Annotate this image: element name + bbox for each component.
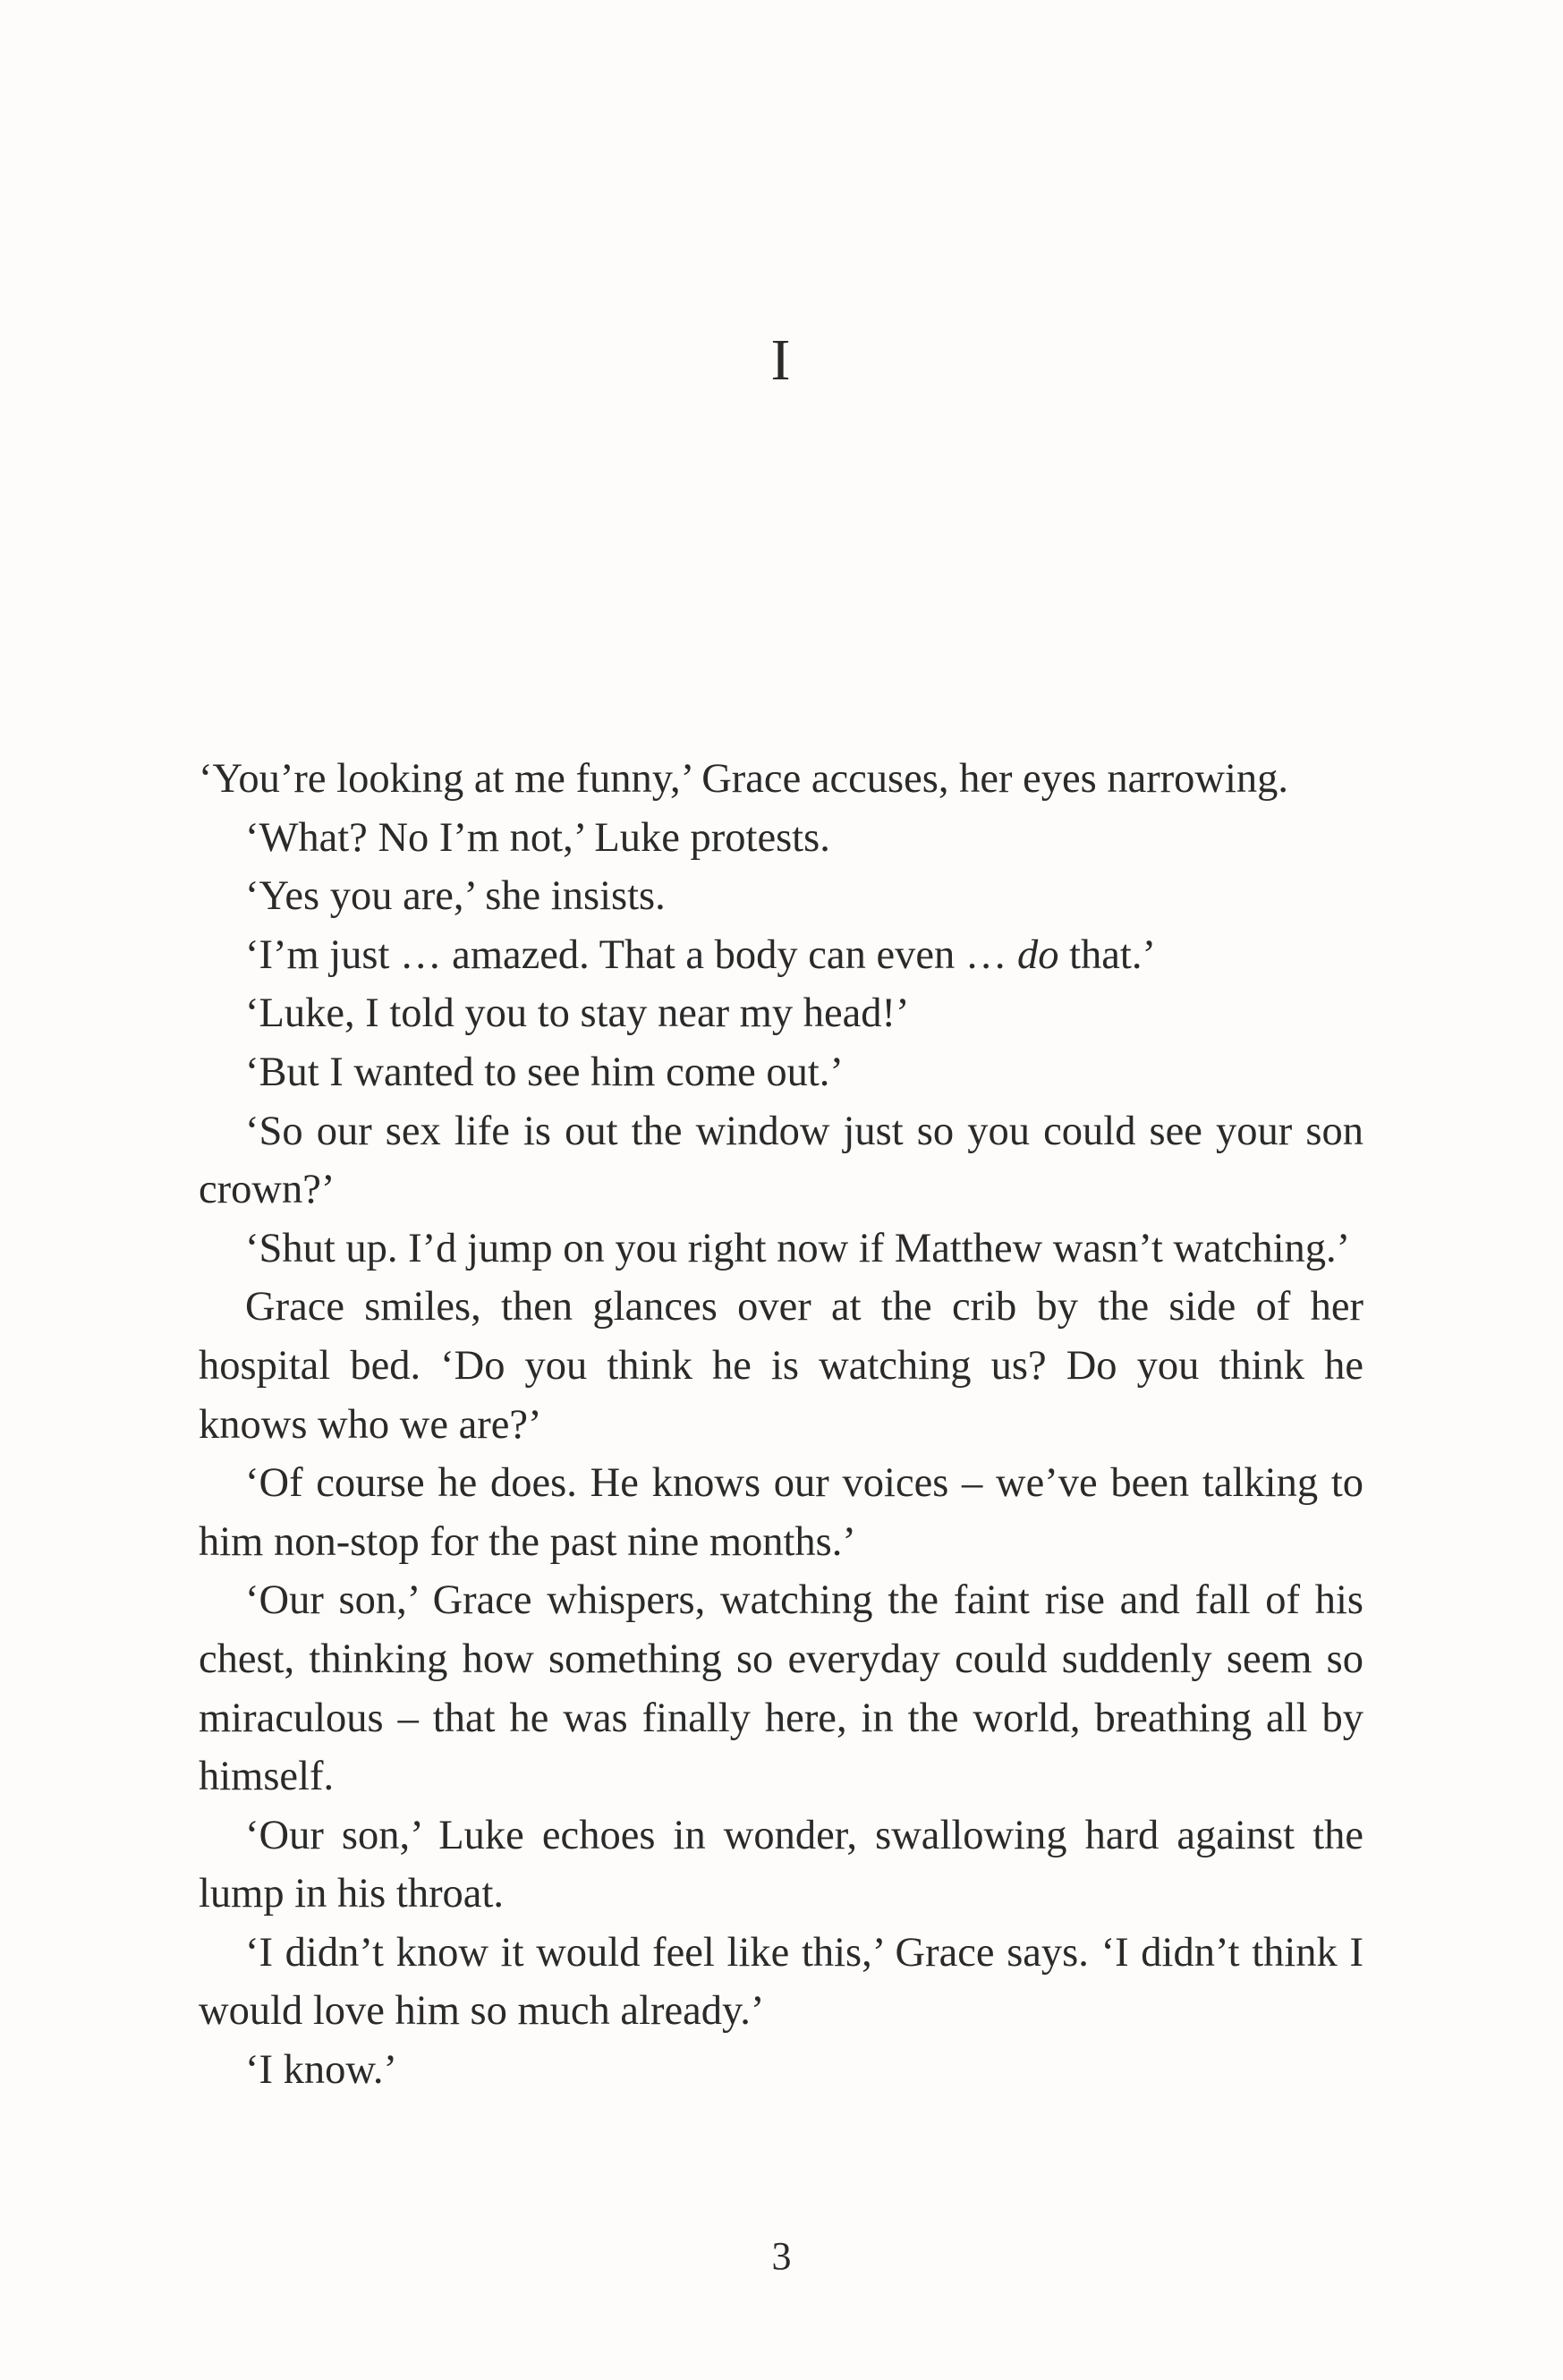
body-text [199, 750, 1363, 2100]
paragraph: ‘Our son,’ Grace whispers, watching the faint rise and fall of his chest, thinking how something so everyday could suddenly seem so miraculous – that he was finally here, in the world, breathing all by himself. [199, 1577, 1363, 1800]
paragraph: ‘Yes you are,’ she insists. [245, 873, 666, 920]
paragraph: ‘What? No I’m not,’ Luke protests. [245, 814, 830, 861]
paragraph: ‘I didn’t know it would feel like this,’ Grace says. ‘I didn’t think I would love him so much already.’ [199, 1929, 1363, 2035]
paragraph: ‘Of course he does. He knows our voices – we’ve been talking to him non-stop for the past nine months.’ [199, 1460, 1363, 1565]
paragraph-text: that.’ [1058, 931, 1156, 978]
page-number: 3 [771, 2234, 792, 2278]
paragraph: ‘But I wanted to see him come out.’ [245, 1049, 844, 1095]
paragraph: ‘Shut up. I’d jump on you right now if Matthew wasn’t watching.’ [245, 1225, 1351, 1271]
paragraph: ‘Luke, I told you to stay near my head!’ [245, 990, 910, 1037]
paragraph: ‘So our sex life is out the window just so you could see your son crown?’ [199, 1108, 1363, 1213]
paragraph [199, 926, 1363, 985]
emphasized-word: do [1016, 931, 1059, 978]
chapter-number: I [770, 327, 793, 393]
paragraph: ‘Our son,’ Luke echoes in wonder, swallowing hard against the lump in his throat. [199, 1812, 1363, 1917]
paragraph-text: ‘I’m just … amazed. That a body can even … [245, 931, 1017, 978]
paragraph: ‘You’re looking at me funny,’ Grace accuses, her eyes narrowing. [199, 756, 1289, 802]
paragraph: Grace smiles, then glances over at the crib by the side of her hospital bed. ‘Do you think he is watching us? Do you think he knows who we are?’ [199, 1284, 1363, 1448]
paragraph: ‘I know.’ [245, 2047, 398, 2094]
